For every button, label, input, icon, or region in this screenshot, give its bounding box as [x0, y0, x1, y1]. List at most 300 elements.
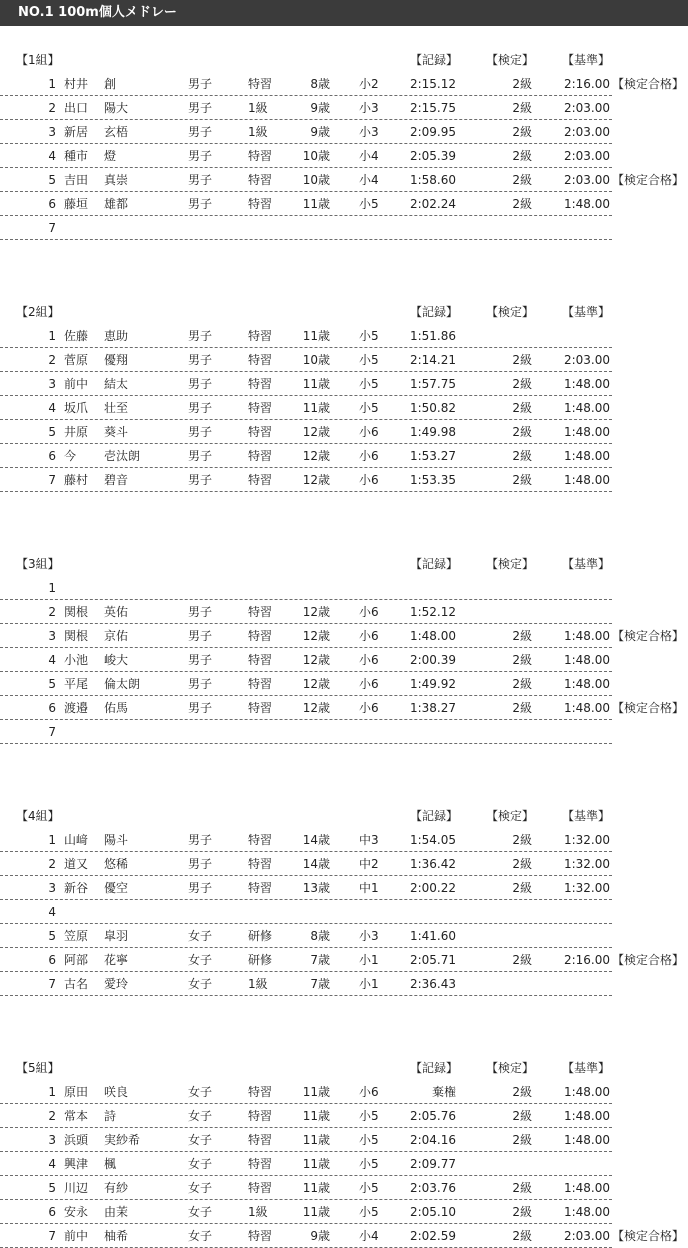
standard-time: 1:48.00	[563, 473, 610, 487]
standard-time: 1:48.00	[563, 1085, 610, 1099]
gender: 男子	[188, 149, 213, 163]
record: 1:58.60	[409, 173, 456, 187]
age: 12歳	[302, 677, 330, 691]
class: 特習	[248, 1181, 273, 1195]
lane-number: 6	[48, 449, 56, 463]
heat-group	[0, 300, 688, 492]
group-header	[0, 48, 688, 72]
record-header: 【記録】	[410, 305, 459, 319]
gender: 女子	[188, 1157, 213, 1171]
lane-number: 3	[48, 1133, 56, 1147]
class: 特習	[248, 605, 273, 619]
school-grade: 小5	[359, 401, 379, 415]
class: 特習	[248, 377, 273, 391]
gender: 男子	[188, 329, 213, 343]
gender: 男子	[188, 197, 213, 211]
record: 2:02.24	[409, 197, 456, 211]
pass-label: 【検定合格】	[612, 629, 685, 643]
table-row	[0, 876, 688, 900]
table-row	[0, 576, 688, 600]
table-row	[0, 600, 688, 624]
given-name: 悠稀	[104, 857, 129, 871]
record: 1:54.05	[409, 833, 456, 847]
record: 2:09.95	[409, 125, 456, 139]
lane-number: 2	[48, 1109, 56, 1123]
school-grade: 小6	[359, 605, 379, 619]
table-row	[0, 468, 688, 492]
gender: 男子	[188, 881, 213, 895]
age: 10歳	[302, 353, 330, 367]
class: 研修	[248, 953, 273, 967]
lane-number: 5	[48, 929, 56, 943]
pass-label: 【検定合格】	[612, 173, 685, 187]
class: 特習	[248, 833, 273, 847]
surname: 安永	[64, 1205, 89, 1219]
given-name: 愛玲	[104, 977, 129, 991]
test-rank: 2級	[512, 149, 532, 163]
test-rank: 2級	[512, 197, 532, 211]
lane-number: 1	[48, 329, 56, 343]
standard-time: 2:03.00	[563, 353, 610, 367]
given-name: 陽斗	[104, 833, 129, 847]
group-header	[0, 552, 688, 576]
surname: 吉田	[64, 173, 89, 187]
lane-number: 2	[48, 353, 56, 367]
lane-number: 6	[48, 701, 56, 715]
lane-number: 7	[48, 977, 56, 991]
record: 2:03.76	[409, 1181, 456, 1195]
gender: 男子	[188, 125, 213, 139]
lane-number: 1	[48, 1085, 56, 1099]
test-rank: 2級	[512, 701, 532, 715]
school-grade: 小4	[359, 1229, 379, 1243]
test-rank: 2級	[512, 125, 532, 139]
school-grade: 小6	[359, 653, 379, 667]
standard-time: 1:48.00	[563, 401, 610, 415]
table-row	[0, 120, 688, 144]
lane-number: 3	[48, 125, 56, 139]
surname: 今	[64, 449, 77, 463]
table-row	[0, 900, 688, 924]
test-rank: 2級	[512, 881, 532, 895]
test-rank: 2級	[512, 677, 532, 691]
given-name: 柚希	[104, 1229, 129, 1243]
table-row	[0, 648, 688, 672]
gender: 男子	[188, 101, 213, 115]
age: 12歳	[302, 605, 330, 619]
standard-header: 【基準】	[562, 305, 611, 319]
age: 11歳	[302, 197, 330, 211]
school-grade: 中2	[359, 857, 379, 871]
table-row	[0, 396, 688, 420]
gender: 男子	[188, 605, 213, 619]
class: 特習	[248, 449, 273, 463]
group-header	[0, 1056, 688, 1080]
table-row	[0, 1152, 688, 1176]
standard-header: 【基準】	[562, 53, 611, 67]
lane-number: 7	[48, 473, 56, 487]
lane-number: 4	[48, 905, 56, 919]
lane-number: 5	[48, 677, 56, 691]
class: 1級	[248, 1205, 268, 1219]
class: 1級	[248, 101, 268, 115]
surname: 小池	[64, 653, 89, 667]
surname: 前中	[64, 377, 89, 391]
surname: 新谷	[64, 881, 89, 895]
test-rank: 2級	[512, 1109, 532, 1123]
school-grade: 小5	[359, 1205, 379, 1219]
age: 11歳	[302, 377, 330, 391]
surname: 村井	[64, 77, 89, 91]
pass-label: 【検定合格】	[612, 701, 685, 715]
lane-number: 4	[48, 149, 56, 163]
table-row	[0, 1080, 688, 1104]
given-name: 由茉	[104, 1205, 129, 1219]
age: 9歳	[310, 101, 330, 115]
group-label: 【2組】	[16, 305, 60, 319]
gender: 男子	[188, 425, 213, 439]
gender: 女子	[188, 953, 213, 967]
surname: 原田	[64, 1085, 89, 1099]
age: 14歳	[302, 857, 330, 871]
age: 8歳	[310, 77, 330, 91]
gender: 女子	[188, 1205, 213, 1219]
record: 2:05.71	[409, 953, 456, 967]
age: 10歳	[302, 173, 330, 187]
standard-time: 1:48.00	[563, 1205, 610, 1219]
given-name: 実紗希	[104, 1133, 141, 1147]
rank-header: 【検定】	[486, 53, 535, 67]
class: 特習	[248, 1229, 273, 1243]
school-grade: 小5	[359, 329, 379, 343]
test-rank: 2級	[512, 353, 532, 367]
age: 12歳	[302, 473, 330, 487]
record: 2:05.39	[409, 149, 456, 163]
table-row	[0, 348, 688, 372]
age: 11歳	[302, 401, 330, 415]
class: 特習	[248, 197, 273, 211]
school-grade: 小5	[359, 1181, 379, 1195]
age: 11歳	[302, 1157, 330, 1171]
lane-number: 1	[48, 581, 56, 595]
class: 特習	[248, 857, 273, 871]
table-row	[0, 72, 688, 96]
record: 1:49.98	[409, 425, 456, 439]
standard-time: 2:03.00	[563, 173, 610, 187]
gender: 女子	[188, 1133, 213, 1147]
class: 特習	[248, 1109, 273, 1123]
table-row	[0, 972, 688, 996]
lane-number: 2	[48, 857, 56, 871]
school-grade: 小5	[359, 1109, 379, 1123]
pass-label: 【検定合格】	[612, 953, 685, 967]
gender: 女子	[188, 1181, 213, 1195]
record: 1:36.42	[409, 857, 456, 871]
age: 7歳	[310, 953, 330, 967]
school-grade: 小6	[359, 449, 379, 463]
table-row	[0, 192, 688, 216]
school-grade: 小5	[359, 353, 379, 367]
record: 2:15.12	[409, 77, 456, 91]
school-grade: 小5	[359, 1133, 379, 1147]
table-row	[0, 372, 688, 396]
lane-number: 6	[48, 1205, 56, 1219]
school-grade: 小3	[359, 125, 379, 139]
test-rank: 2級	[512, 101, 532, 115]
standard-header: 【基準】	[562, 557, 611, 571]
record: 2:09.77	[409, 1157, 456, 1171]
lane-number: 4	[48, 1157, 56, 1171]
table-row	[0, 144, 688, 168]
surname: 道又	[64, 857, 89, 871]
age: 8歳	[310, 929, 330, 943]
age: 11歳	[302, 1181, 330, 1195]
standard-time: 1:48.00	[563, 629, 610, 643]
table-row	[0, 1224, 688, 1248]
age: 11歳	[302, 1205, 330, 1219]
standard-time: 1:48.00	[563, 677, 610, 691]
test-rank: 2級	[512, 1181, 532, 1195]
age: 12歳	[302, 425, 330, 439]
gender: 男子	[188, 473, 213, 487]
school-grade: 小5	[359, 1157, 379, 1171]
record: 1:49.92	[409, 677, 456, 691]
class: 特習	[248, 881, 273, 895]
school-grade: 小3	[359, 929, 379, 943]
given-name: 真崇	[104, 173, 129, 187]
class: 特習	[248, 329, 273, 343]
test-rank: 2級	[512, 653, 532, 667]
standard-time: 2:16.00	[563, 953, 610, 967]
record: 2:05.76	[409, 1109, 456, 1123]
surname: 種市	[64, 149, 89, 163]
age: 12歳	[302, 653, 330, 667]
standard-header: 【基準】	[562, 1061, 611, 1075]
test-rank: 2級	[512, 1229, 532, 1243]
school-grade: 小6	[359, 629, 379, 643]
lane-number: 1	[48, 833, 56, 847]
class: 特習	[248, 1133, 273, 1147]
lane-number: 5	[48, 173, 56, 187]
class: 特習	[248, 629, 273, 643]
test-rank: 2級	[512, 1085, 532, 1099]
record: 2:15.75	[409, 101, 456, 115]
page-title: NO.1 100m個人メドレー	[0, 0, 688, 26]
record: 1:48.00	[409, 629, 456, 643]
test-rank: 2級	[512, 449, 532, 463]
surname: 興津	[64, 1157, 89, 1171]
surname: 平尾	[64, 677, 89, 691]
standard-time: 2:03.00	[563, 125, 610, 139]
standard-time: 2:03.00	[563, 149, 610, 163]
standard-header: 【基準】	[562, 809, 611, 823]
group-label: 【1組】	[16, 53, 60, 67]
lane-number: 4	[48, 401, 56, 415]
record: 1:51.86	[409, 329, 456, 343]
given-name: 雄都	[104, 197, 129, 211]
lane-number: 7	[48, 725, 56, 739]
table-row	[0, 324, 688, 348]
given-name: 花寧	[104, 953, 129, 967]
surname: 新居	[64, 125, 89, 139]
standard-time: 2:16.00	[563, 77, 610, 91]
gender: 女子	[188, 1229, 213, 1243]
surname: 浜頭	[64, 1133, 89, 1147]
record: 1:38.27	[409, 701, 456, 715]
school-grade: 小6	[359, 701, 379, 715]
given-name: 佑馬	[104, 701, 129, 715]
school-grade: 小4	[359, 173, 379, 187]
record: 棄権	[431, 1085, 456, 1099]
given-name: 皐羽	[104, 929, 129, 943]
record-header: 【記録】	[410, 53, 459, 67]
pass-label: 【検定合格】	[612, 77, 685, 91]
table-row	[0, 1200, 688, 1224]
class: 特習	[248, 473, 273, 487]
gender: 女子	[188, 929, 213, 943]
standard-time: 1:32.00	[563, 857, 610, 871]
given-name: 燈	[104, 149, 117, 163]
standard-time: 1:32.00	[563, 833, 610, 847]
standard-time: 2:03.00	[563, 101, 610, 115]
gender: 男子	[188, 629, 213, 643]
record: 2:14.21	[409, 353, 456, 367]
surname: 坂爪	[64, 401, 89, 415]
given-name: 結太	[104, 377, 129, 391]
school-grade: 小1	[359, 977, 379, 991]
table-row	[0, 1128, 688, 1152]
table-row	[0, 96, 688, 120]
gender: 男子	[188, 833, 213, 847]
heat-group	[0, 804, 688, 996]
record: 1:57.75	[409, 377, 456, 391]
standard-time: 1:48.00	[563, 425, 610, 439]
school-grade: 小2	[359, 77, 379, 91]
test-rank: 2級	[512, 1133, 532, 1147]
pass-label: 【検定合格】	[612, 1229, 685, 1243]
surname: 井原	[64, 425, 89, 439]
gender: 男子	[188, 701, 213, 715]
gender: 男子	[188, 353, 213, 367]
age: 7歳	[310, 977, 330, 991]
age: 11歳	[302, 1085, 330, 1099]
lane-number: 4	[48, 653, 56, 667]
school-grade: 中3	[359, 833, 379, 847]
given-name: 葵斗	[104, 425, 129, 439]
table-row	[0, 720, 688, 744]
school-grade: 小3	[359, 101, 379, 115]
class: 特習	[248, 653, 273, 667]
age: 12歳	[302, 701, 330, 715]
test-rank: 2級	[512, 1205, 532, 1219]
gender: 男子	[188, 677, 213, 691]
record: 2:04.16	[409, 1133, 456, 1147]
school-grade: 小6	[359, 425, 379, 439]
age: 12歳	[302, 629, 330, 643]
gender: 男子	[188, 173, 213, 187]
school-grade: 小6	[359, 1085, 379, 1099]
lane-number: 2	[48, 605, 56, 619]
gender: 女子	[188, 1109, 213, 1123]
surname: 藤垣	[64, 197, 89, 211]
gender: 男子	[188, 449, 213, 463]
class: 特習	[248, 677, 273, 691]
group-label: 【3組】	[16, 557, 60, 571]
lane-number: 6	[48, 953, 56, 967]
rank-header: 【検定】	[486, 557, 535, 571]
test-rank: 2級	[512, 833, 532, 847]
surname: 古名	[64, 977, 89, 991]
standard-time: 1:48.00	[563, 701, 610, 715]
lane-number: 1	[48, 77, 56, 91]
lane-number: 3	[48, 629, 56, 643]
age: 11歳	[302, 1133, 330, 1147]
heat-group	[0, 48, 688, 240]
test-rank: 2級	[512, 173, 532, 187]
standard-time: 2:03.00	[563, 1229, 610, 1243]
age: 14歳	[302, 833, 330, 847]
record: 1:53.27	[409, 449, 456, 463]
class: 特習	[248, 1157, 273, 1171]
record-header: 【記録】	[410, 1061, 459, 1075]
lane-number: 5	[48, 1181, 56, 1195]
heat-group	[0, 552, 688, 744]
age: 9歳	[310, 1229, 330, 1243]
table-row	[0, 168, 688, 192]
group-header	[0, 804, 688, 828]
table-row	[0, 672, 688, 696]
class: 特習	[248, 425, 273, 439]
lane-number: 3	[48, 377, 56, 391]
standard-time: 1:48.00	[563, 653, 610, 667]
gender: 女子	[188, 977, 213, 991]
given-name: 優空	[104, 881, 129, 895]
lane-number: 5	[48, 425, 56, 439]
given-name: 有紗	[104, 1181, 129, 1195]
table-row	[0, 696, 688, 720]
class: 特習	[248, 173, 273, 187]
given-name: 優翔	[104, 353, 129, 367]
given-name: 楓	[104, 1157, 117, 1171]
surname: 前中	[64, 1229, 89, 1243]
table-row	[0, 216, 688, 240]
record-header: 【記録】	[410, 557, 459, 571]
school-grade: 小4	[359, 149, 379, 163]
gender: 男子	[188, 401, 213, 415]
given-name: 陽大	[104, 101, 129, 115]
age: 11歳	[302, 1109, 330, 1123]
class: 1級	[248, 977, 268, 991]
gender: 男子	[188, 77, 213, 91]
given-name: 創	[104, 77, 117, 91]
lane-number: 3	[48, 881, 56, 895]
test-rank: 2級	[512, 629, 532, 643]
table-row	[0, 1176, 688, 1200]
standard-time: 1:48.00	[563, 1133, 610, 1147]
record: 2:36.43	[409, 977, 456, 991]
gender: 男子	[188, 653, 213, 667]
lane-number: 7	[48, 1229, 56, 1243]
record: 2:05.10	[409, 1205, 456, 1219]
class: 特習	[248, 149, 273, 163]
school-grade: 中1	[359, 881, 379, 895]
class: 研修	[248, 929, 273, 943]
table-row	[0, 852, 688, 876]
surname: 常本	[64, 1109, 89, 1123]
surname: 佐藤	[64, 329, 89, 343]
age: 13歳	[302, 881, 330, 895]
given-name: 碧音	[104, 473, 129, 487]
